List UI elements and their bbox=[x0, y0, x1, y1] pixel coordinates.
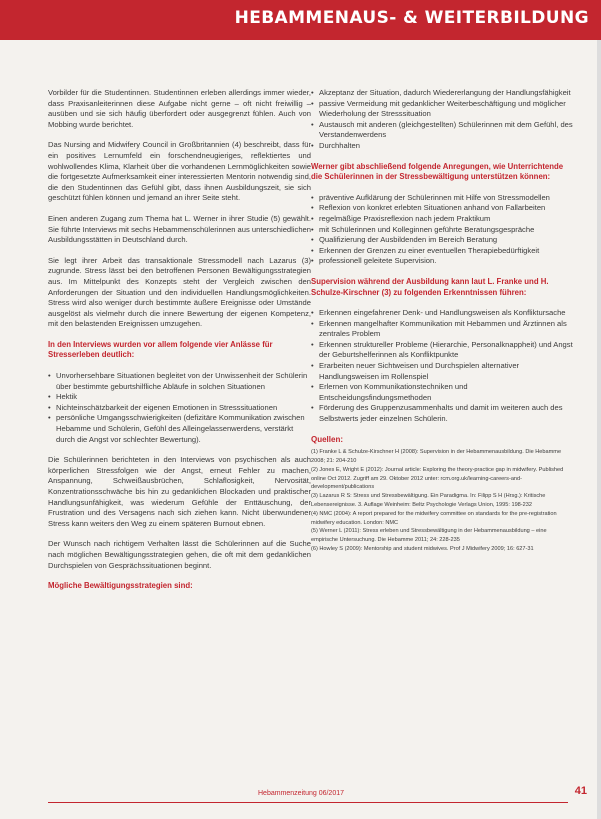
list-item: • Erkennen eingefahrener Denk- und Handlungsweisen als Konfliktursache bbox=[311, 308, 573, 319]
subheading: Werner gibt abschließend folgende Anregungen, wie Unterrichtende die Schülerinnen in der Stressbewältigung unterstützen können: bbox=[311, 161, 564, 182]
page-number: 41 bbox=[574, 785, 587, 797]
bullet-list bbox=[311, 308, 573, 425]
reference: (2) Jones E, Wright E (2012): Journal article: Exploring the theory-practice gap in midwifery. Published online Oct 2012. Zugriff am 29. Oktober 2012 unter: rcm.org.uk/learning-careers-and-development/publications bbox=[311, 466, 564, 491]
left-column bbox=[48, 88, 311, 602]
reference: (3) Lazarus R S: Stress und Stressbewältigung. Ein Paradigma. In: Filipp S H (Hrsg.): Kritische Lebensereignisse. 3. Auflage Weinheim: Beltz Psychologie Verlags Union, 1995: 198-232 bbox=[311, 493, 546, 508]
list-item: • Durchhalten bbox=[311, 141, 573, 152]
section-banner bbox=[0, 0, 601, 40]
list-item: • Austausch mit anderen (gleichgestellten) Schülerinnen mit dem Gefühl, des Verstandenwerdens bbox=[311, 120, 573, 141]
list-item: • Akzeptanz der Situation, dadurch Wiedererlangung der Handlungsfähigkeit bbox=[311, 88, 573, 99]
paragraph: Das Nursing and Midwifery Council in Großbritannien (4) beschreibt, dass für ein positives Lernumfeld ein forschendneugieriges, reflektiertes und wohlwollendes Klima, Klarheit über die vorhandenen Lernmöglichkeiten sowie die fortgesetzte Aufmerksamkeit einer interessierten Mentorin notwendig sind, die den Studentinnen das Gefühl gibt, dass ihnen Ausbildungszeit, sie sich geschützt fühlen können und jemand an ihrer Seite steht. bbox=[48, 140, 311, 203]
list-item: • regelmäßige Praxisreflexion nach jedem Praktikum bbox=[311, 214, 573, 225]
section-title: HEBAMMENAUS- & WEITERBILDUNG bbox=[234, 8, 589, 28]
list-item: • persönliche Umgangsschwierigkeiten (defizitäre Kommunikation zwischen Hebamme und Schülerin, Gefühl des Alleingelassenwerdens, verstärkt durch die Angst vor schlechter Bewertung). bbox=[48, 413, 311, 445]
footer-journal: Hebammenzeitung 06/2017 bbox=[258, 790, 345, 797]
right-column bbox=[311, 88, 573, 554]
bullet-list bbox=[48, 371, 311, 445]
list-item: • Erarbeiten neuer Sichtweisen und Durchspielen alternativer Handlungsweisen im Rollenspiel bbox=[311, 361, 573, 382]
references bbox=[311, 448, 573, 554]
footer-divider bbox=[48, 802, 568, 803]
list-item: • Erkennen struktureller Probleme (Hierarchie, Personalknappheit) und Angst der Geburtshelferinnen als Konfliktpunkte bbox=[311, 340, 573, 361]
paragraph: Der Wunsch nach richtigem Verhalten lässt die Schülerinnen auf die Suche nach möglichen Bewältigungsstrategien gehen, die oft mit dem gedanklichen Durchspielen von Gesprächssituationen beginnt. bbox=[48, 539, 311, 570]
paragraph: Vorbilder für die Studentinnen. Studentinnen erleben allerdings immer wieder, dass Praxisanleiterinnen diese Aufgabe nicht gerne – oft nicht freiwillig – ausüben und sie sich häufig überfordert oder ausgegrenzt fühlen. Auch von Mobbing wurde berichtet. bbox=[48, 88, 311, 129]
list-item: • Erkennen mangelhafter Kommunikation mit Hebammen und Ärztinnen als zentrales Problem bbox=[311, 319, 573, 340]
list-item: • passive Vermeidung mit gedanklicher Weiterbeschäftigung und möglicher Wiederholung der Stresssituation bbox=[311, 99, 573, 120]
subheading: Mögliche Bewältigungsstrategien sind: bbox=[48, 581, 193, 591]
list-item: • Hektik bbox=[48, 392, 311, 403]
paragraph: Einen anderen Zugang zum Thema hat L. Werner in ihrer Studie (5) gewählt. Sie führte Interviews mit sechs Hebammenschülerinnen aus unterschiedlichen Ausbildungsstätten in Deutschland durch. bbox=[48, 213, 311, 245]
reference: (6) Howley S (2009): Mentorship and student midwives. Prof J Midwifery 2009; 16: 627-31 bbox=[311, 545, 534, 552]
subheading: Supervision während der Ausbildung kann laut L. Franke und H. Schulze-Kirschner (3) zu folgenden Erkenntnissen führen: bbox=[311, 276, 549, 297]
list-item: • präventive Aufklärung der Schülerinnen mit Hilfe von Stressmodellen bbox=[311, 193, 573, 204]
reference: (5) Werner L (2011): Stress erleben und Stressbewältigung in der Hebammenausbildung – eine empirische Untersuchung. Die Hebamme 2011; 24: 228-235 bbox=[311, 528, 547, 544]
reference: (1) Franke L & Schulze-Kirschner H (2008): Supervision in der Hebammenausbildung. Die Hebamme 2008; 21: 204-210 bbox=[311, 449, 562, 465]
bullet-list bbox=[311, 193, 573, 267]
list-item: • Qualifizierung der Ausbildenden im Bereich Beratung bbox=[311, 235, 573, 246]
reference: (4) NMC (2004): A report prepared for the midwifery committee on standards for the pre-registration midwifery education. London: NMC bbox=[311, 510, 557, 526]
paragraph: Die Schülerinnen berichteten in den Interviews von psychischen als auch körperlichen Stressfolgen wie der Angst, erneut Fehler zu machen, Anspannung, Schweißausbrüchen, Schlaflosigkeit, Nervosität, Konzentrationsschwäche bis hin zu gedanklichen Blockaden und praktischer Handlungsunfähigkeit, was wiederum Gefühle der Enttäuschung, der Frustration und des Versagens nach sich ziehen kann. Nicht überwundener Stress kann weiters den Weg zu einem späteren Burnout ebnen. bbox=[48, 455, 311, 528]
list-item: • mit Schülerinnen und Kolleginnen geführte Beratungsgespräche bbox=[311, 225, 573, 236]
page-edge bbox=[597, 40, 601, 819]
references-title: Quellen: bbox=[311, 434, 344, 444]
list-item: • Erlernen von Kommunikationstechniken und Entscheidungsfindungsmethoden bbox=[311, 382, 573, 403]
list-item: • professionell geleitete Supervision. bbox=[311, 256, 573, 267]
list-item: • Förderung des Gruppenzusammenhalts und damit im weiteren auch des Selbstwerts jeder einzelnen Schülerin. bbox=[311, 403, 573, 424]
list-item: • Erkennen der Grenzen zu einer eventuellen Therapiebedürftigkeit bbox=[311, 246, 573, 257]
bullet-list bbox=[311, 88, 573, 152]
list-item: • Unvorhersehbare Situationen begleitet von der Unwissenheit der Schülerin über bestimmte geburtshilfliche Abläufe in solchen Situationen bbox=[48, 371, 311, 392]
paragraph: Sie legt ihrer Arbeit das transaktionale Stressmodell nach Lazarus (3) zugrunde. Stress lässt bei den betroffenen Personen Bewältigungsstrategien aus. Im Mittelpunkt des Konzepts steht der Vergleich zwischen den Anforderungen der Situation und den individuellen Handlungsmöglichkeiten. Stress wird also weniger durch bestimmte äußere Ereignisse oder Umstände ausgelöst als vielmehr durch die innere Bewertung der eigenen Kompetenz, mit den belastenden Ereignissen umzugehen. bbox=[48, 255, 311, 329]
list-item: • Reflexion von konkret erlebten Situationen anhand von Fallarbeiten bbox=[311, 203, 573, 214]
subheading: In den Interviews wurden vor allem folgende vier Anlässe für Stresserleben deutlich: bbox=[48, 339, 273, 360]
list-item: • Nichteinschätzbarkeit der eigenen Emotionen in Stresssituationen bbox=[48, 403, 311, 414]
